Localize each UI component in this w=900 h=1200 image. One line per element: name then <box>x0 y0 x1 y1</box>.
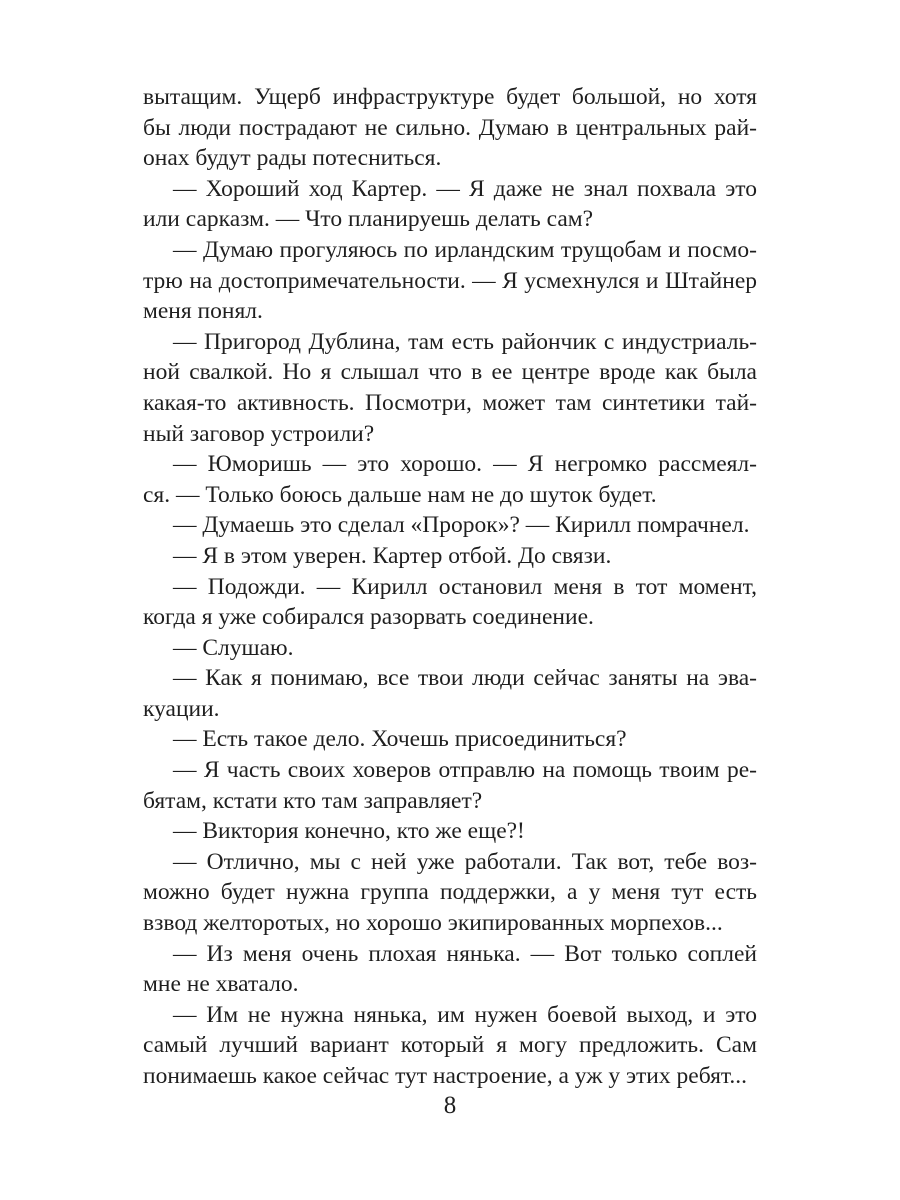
body-text <box>143 82 757 1092</box>
text-line: — Юморишь — это хорошо. — Я негромко рассмеял- <box>173 451 757 478</box>
text-line: — Как я понимаю, все твои люди сейчас заняты на эва- <box>173 665 757 692</box>
text-line: — Слушаю. <box>173 634 294 661</box>
text-line: онах будут рады потесниться. <box>143 145 442 172</box>
text-line: — Я в этом уверен. Картер отбой. До связи. <box>173 542 612 569</box>
text-line: вытащим. Ущерб инфраструктуре будет большой, но хотя <box>143 84 757 110</box>
text-line: бятам, кстати кто там заправляет? <box>143 787 483 814</box>
text-line: — Виктория конечно, кто же еще?! <box>173 818 525 845</box>
text-line: — Я часть своих ховеров отправлю на помощь твоим ре- <box>173 757 757 784</box>
text-line: ной свалкой. Но я слышал что в ее центре вроде как была <box>143 359 757 386</box>
text-line: ный заговор устроили? <box>143 420 375 447</box>
text-line: куации. <box>143 695 220 722</box>
text-line: самый лучший вариант который я могу предложить. Сам <box>143 1032 757 1059</box>
text-line: взвод желторотых, но хорошо экипированных морпехов... <box>143 910 723 937</box>
text-line: — Думаю прогуляюсь по ирландским трущобам и посмо- <box>173 236 757 263</box>
text-line: когда я уже собирался разорвать соединение. <box>143 604 594 631</box>
text-line: — Отлично, мы с ней уже работали. Так вот, тебе воз- <box>173 848 757 875</box>
text-line: мне не хватало. <box>143 971 299 998</box>
text-line: — Им не нужна нянька, им нужен боевой выход, и это <box>173 1001 757 1028</box>
text-line: какая-то активность. Посмотри, может там синтетики тай- <box>143 389 757 416</box>
text-line: — Хороший ход Картер. — Я даже не знал похвала это <box>173 175 757 202</box>
text-line: меня понял. <box>143 298 263 325</box>
page-number: 8 <box>443 1092 457 1119</box>
text-line: — Подожди. — Кирилл остановил меня в тот момент, <box>173 573 757 600</box>
text-line: трю на достопримечательности. — Я усмехнулся и Штайнер <box>143 267 757 294</box>
text-line: — Из меня очень плохая нянька. — Вот только соплей <box>173 940 757 967</box>
text-line: или сарказм. — Что планируешь делать сам? <box>143 206 594 233</box>
text-line: можно будет нужна группа поддержки, а у меня тут есть <box>143 879 757 906</box>
text-line: — Думаешь это сделал «Пророк»? — Кирилл помрачнел. <box>173 512 750 539</box>
text-line: — Пригород Дублина, там есть райончик с индустриаль- <box>173 328 757 355</box>
text-line: — Есть такое дело. Хочешь присоединиться? <box>173 726 627 753</box>
text-line: бы люди пострадают не сильно. Думаю в центральных рай- <box>143 114 757 141</box>
text-line: понимаешь какое сейчас тут настроение, а уж у этих ребят... <box>143 1063 748 1089</box>
text-line: ся. — Только боюсь дальше нам не до шуток будет. <box>143 481 657 508</box>
